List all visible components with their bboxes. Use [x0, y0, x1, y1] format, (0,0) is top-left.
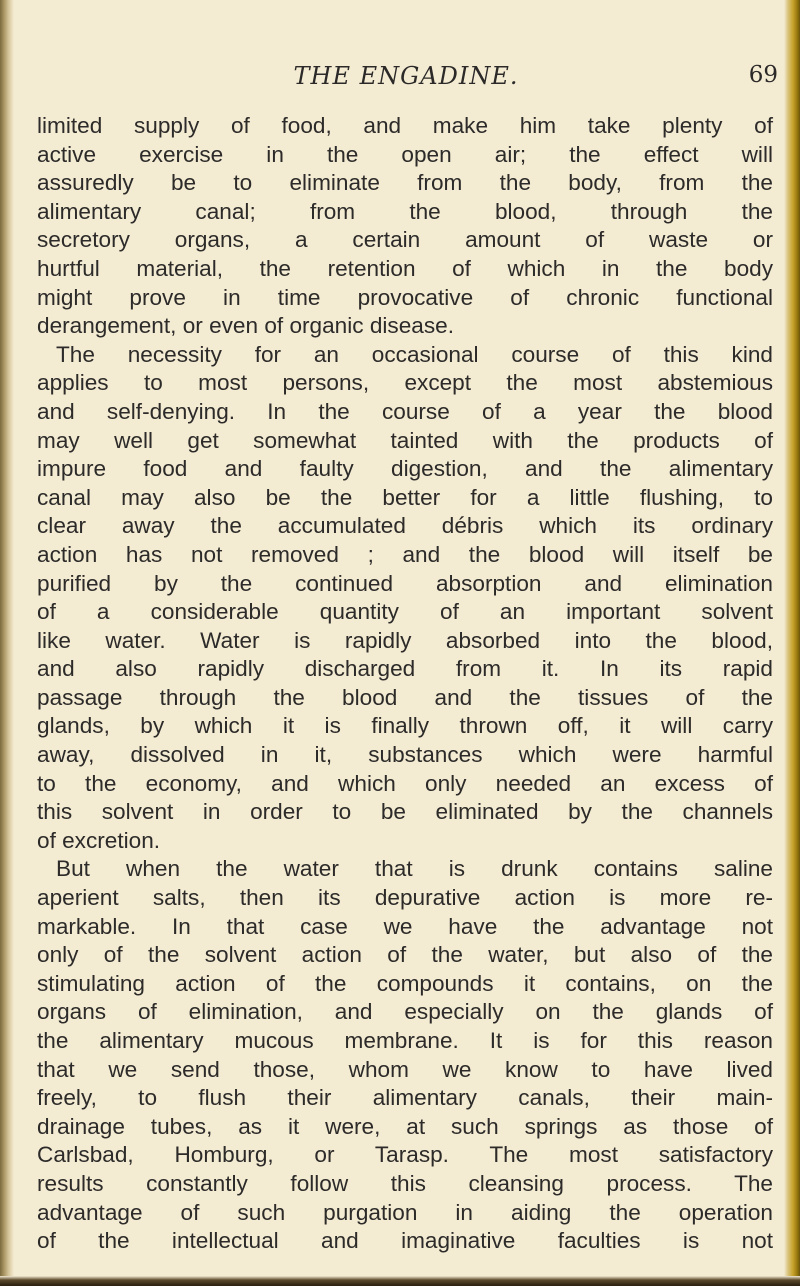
text-line: action has not removed ; and the blood will itself be [37, 541, 773, 567]
page-bottom-edge [0, 1276, 800, 1286]
paragraph-1 [37, 112, 773, 341]
text-line: only of the solvent action of the water, but also of the [37, 942, 773, 968]
text-line: markable. In that case we have the advantage not [37, 913, 773, 939]
text-line: active exercise in the open air; the effect will [37, 141, 773, 167]
text-line: organs of elimination, and especially on the glands of [37, 999, 773, 1025]
text-line: drainage tubes, as it were, at such springs as those of [37, 1113, 773, 1139]
running-title: THE ENGADINE. [293, 62, 519, 90]
page-header [34, 56, 778, 96]
text-line: Carlsbad, Homburg, or Tarasp. The most satisfactory [37, 1142, 773, 1168]
text-line: and also rapidly discharged from it. In its rapid [37, 656, 773, 682]
text-line: freely, to flush their alimentary canals, their main- [37, 1085, 773, 1111]
text-line: clear away the accumulated débris which its ordinary [37, 513, 773, 539]
paragraph-2 [37, 341, 773, 856]
text-line: that we send those, whom we know to have lived [37, 1056, 773, 1082]
text-line: advantage of such purgation in aiding the operation [37, 1199, 773, 1225]
text-line: the alimentary mucous membrane. It is for this reason [37, 1028, 773, 1053]
text-line: canal may also be the better for a little flushing, to [37, 484, 773, 510]
text-line: might prove in time provocative of chronic functional [37, 284, 773, 310]
gilt-page-edge [784, 0, 800, 1286]
text-line: hurtful material, the retention of which in the body [37, 255, 773, 281]
text-line: derangement, or even of organic disease. [37, 313, 454, 339]
text-line: impure food and faulty digestion, and the alimentary [37, 456, 773, 482]
text-line: purified by the continued absorption and elimination [37, 570, 773, 596]
text-line: of a considerable quantity of an important solvent [37, 599, 773, 625]
text-line: of excretion. [37, 827, 161, 853]
text-line: like water. Water is rapidly absorbed into the blood, [37, 627, 773, 653]
text-line: secretory organs, a certain amount of waste or [37, 227, 773, 253]
paragraph-3 [37, 855, 773, 1255]
text-line: may well get somewhat tainted with the products of [37, 427, 773, 453]
body-text [37, 112, 773, 1256]
text-line: to the economy, and which only needed an excess of [37, 770, 773, 796]
text-line: this solvent in order to be eliminated by the channels [37, 799, 773, 825]
text-line: results constantly follow this cleansing process. The [37, 1170, 773, 1196]
text-line: passage through the blood and the tissues of the [37, 684, 773, 710]
page-gutter-shadow [0, 0, 14, 1286]
text-line: away, dissolved in it, substances which were harmful [37, 742, 773, 768]
text-line: limited supply of food, and make him take plenty of [37, 113, 773, 138]
text-line: assuredly be to eliminate from the body, from the [37, 170, 773, 196]
text-line: alimentary canal; from the blood, through the [37, 198, 773, 224]
text-line: But when the water that is drunk contains saline [56, 856, 773, 882]
text-line: glands, by which it is finally thrown off, it will carry [37, 713, 773, 739]
text-line: stimulating action of the compounds it contains, on the [37, 970, 773, 996]
text-line: of the intellectual and imaginative faculties is not [37, 1228, 773, 1254]
text-line: The necessity for an occasional course of this kind [56, 341, 773, 367]
text-line: applies to most persons, except the most abstemious [37, 370, 773, 396]
text-line: and self-denying. In the course of a year the blood [37, 398, 773, 424]
page-number: 69 [748, 62, 778, 88]
text-line: aperient salts, then its depurative action is more re- [37, 885, 773, 911]
